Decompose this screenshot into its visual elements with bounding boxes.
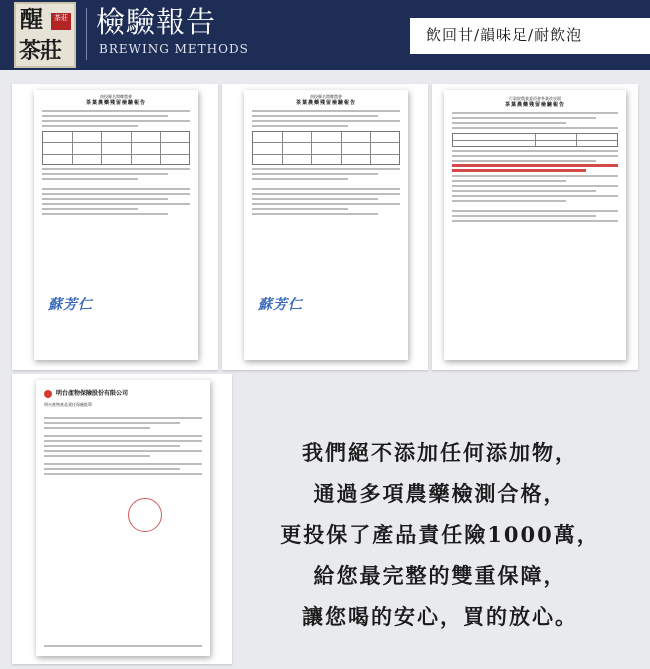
company-seal-icon	[128, 498, 162, 532]
report-header: 南投縣名間鄉農會	[100, 94, 132, 99]
insurer-name: 明台產物保險股份有限公司	[56, 390, 129, 397]
inspector-signature: 蘇芳仁	[258, 297, 303, 313]
report-document-2[interactable]	[244, 90, 408, 360]
report-card-2	[222, 84, 428, 370]
report-document-3[interactable]	[444, 90, 626, 360]
insurance-title: 明台產物產品責任保險批單	[44, 402, 92, 407]
insurance-document[interactable]	[36, 380, 210, 656]
statement-line: 給您最完整的雙重保障，	[313, 563, 567, 588]
report-card-3	[432, 84, 638, 370]
logo-red-seal: 茶莊	[51, 13, 71, 30]
results-table	[252, 131, 400, 165]
statement-line: 通過多項農藥檢測合格，	[313, 481, 567, 506]
insurer-logo-icon	[44, 390, 52, 398]
statement-line: 讓您喝的安心，買的放心。	[302, 604, 578, 629]
report-card-1	[12, 84, 218, 370]
report-header: 行政院農業委員會茶業改良場	[509, 96, 561, 101]
report-document-1[interactable]	[34, 90, 198, 360]
report-card-4	[12, 374, 232, 664]
inspector-signature: 蘇芳仁	[48, 297, 93, 313]
page-subtitle: BREWING METHODS	[99, 42, 249, 56]
logo-character-top: 醒	[20, 6, 43, 33]
report-title: 茶葉農藥殘留檢驗報告	[295, 100, 356, 106]
logo-character-bottom: 茶莊	[19, 38, 62, 64]
report-title: 茶葉農藥殘留檢驗報告	[85, 100, 146, 106]
results-table	[452, 133, 618, 147]
statement-line: 更投保了產品責任險1000萬，	[280, 522, 600, 547]
statement-line: 我們絕不添加任何添加物，	[302, 440, 578, 465]
page-title: 檢驗報告	[96, 5, 217, 39]
header-divider	[86, 8, 87, 60]
results-table	[42, 131, 190, 165]
header-banner	[0, 0, 650, 70]
report-title: 茶葉農藥殘留檢驗報告	[504, 102, 565, 108]
tagline: 飲回甘/韻味足/耐飲泡	[426, 26, 583, 44]
brand-logo	[14, 2, 76, 68]
report-header: 南投縣名間鄉農會	[310, 94, 342, 99]
quality-statement	[240, 432, 640, 637]
